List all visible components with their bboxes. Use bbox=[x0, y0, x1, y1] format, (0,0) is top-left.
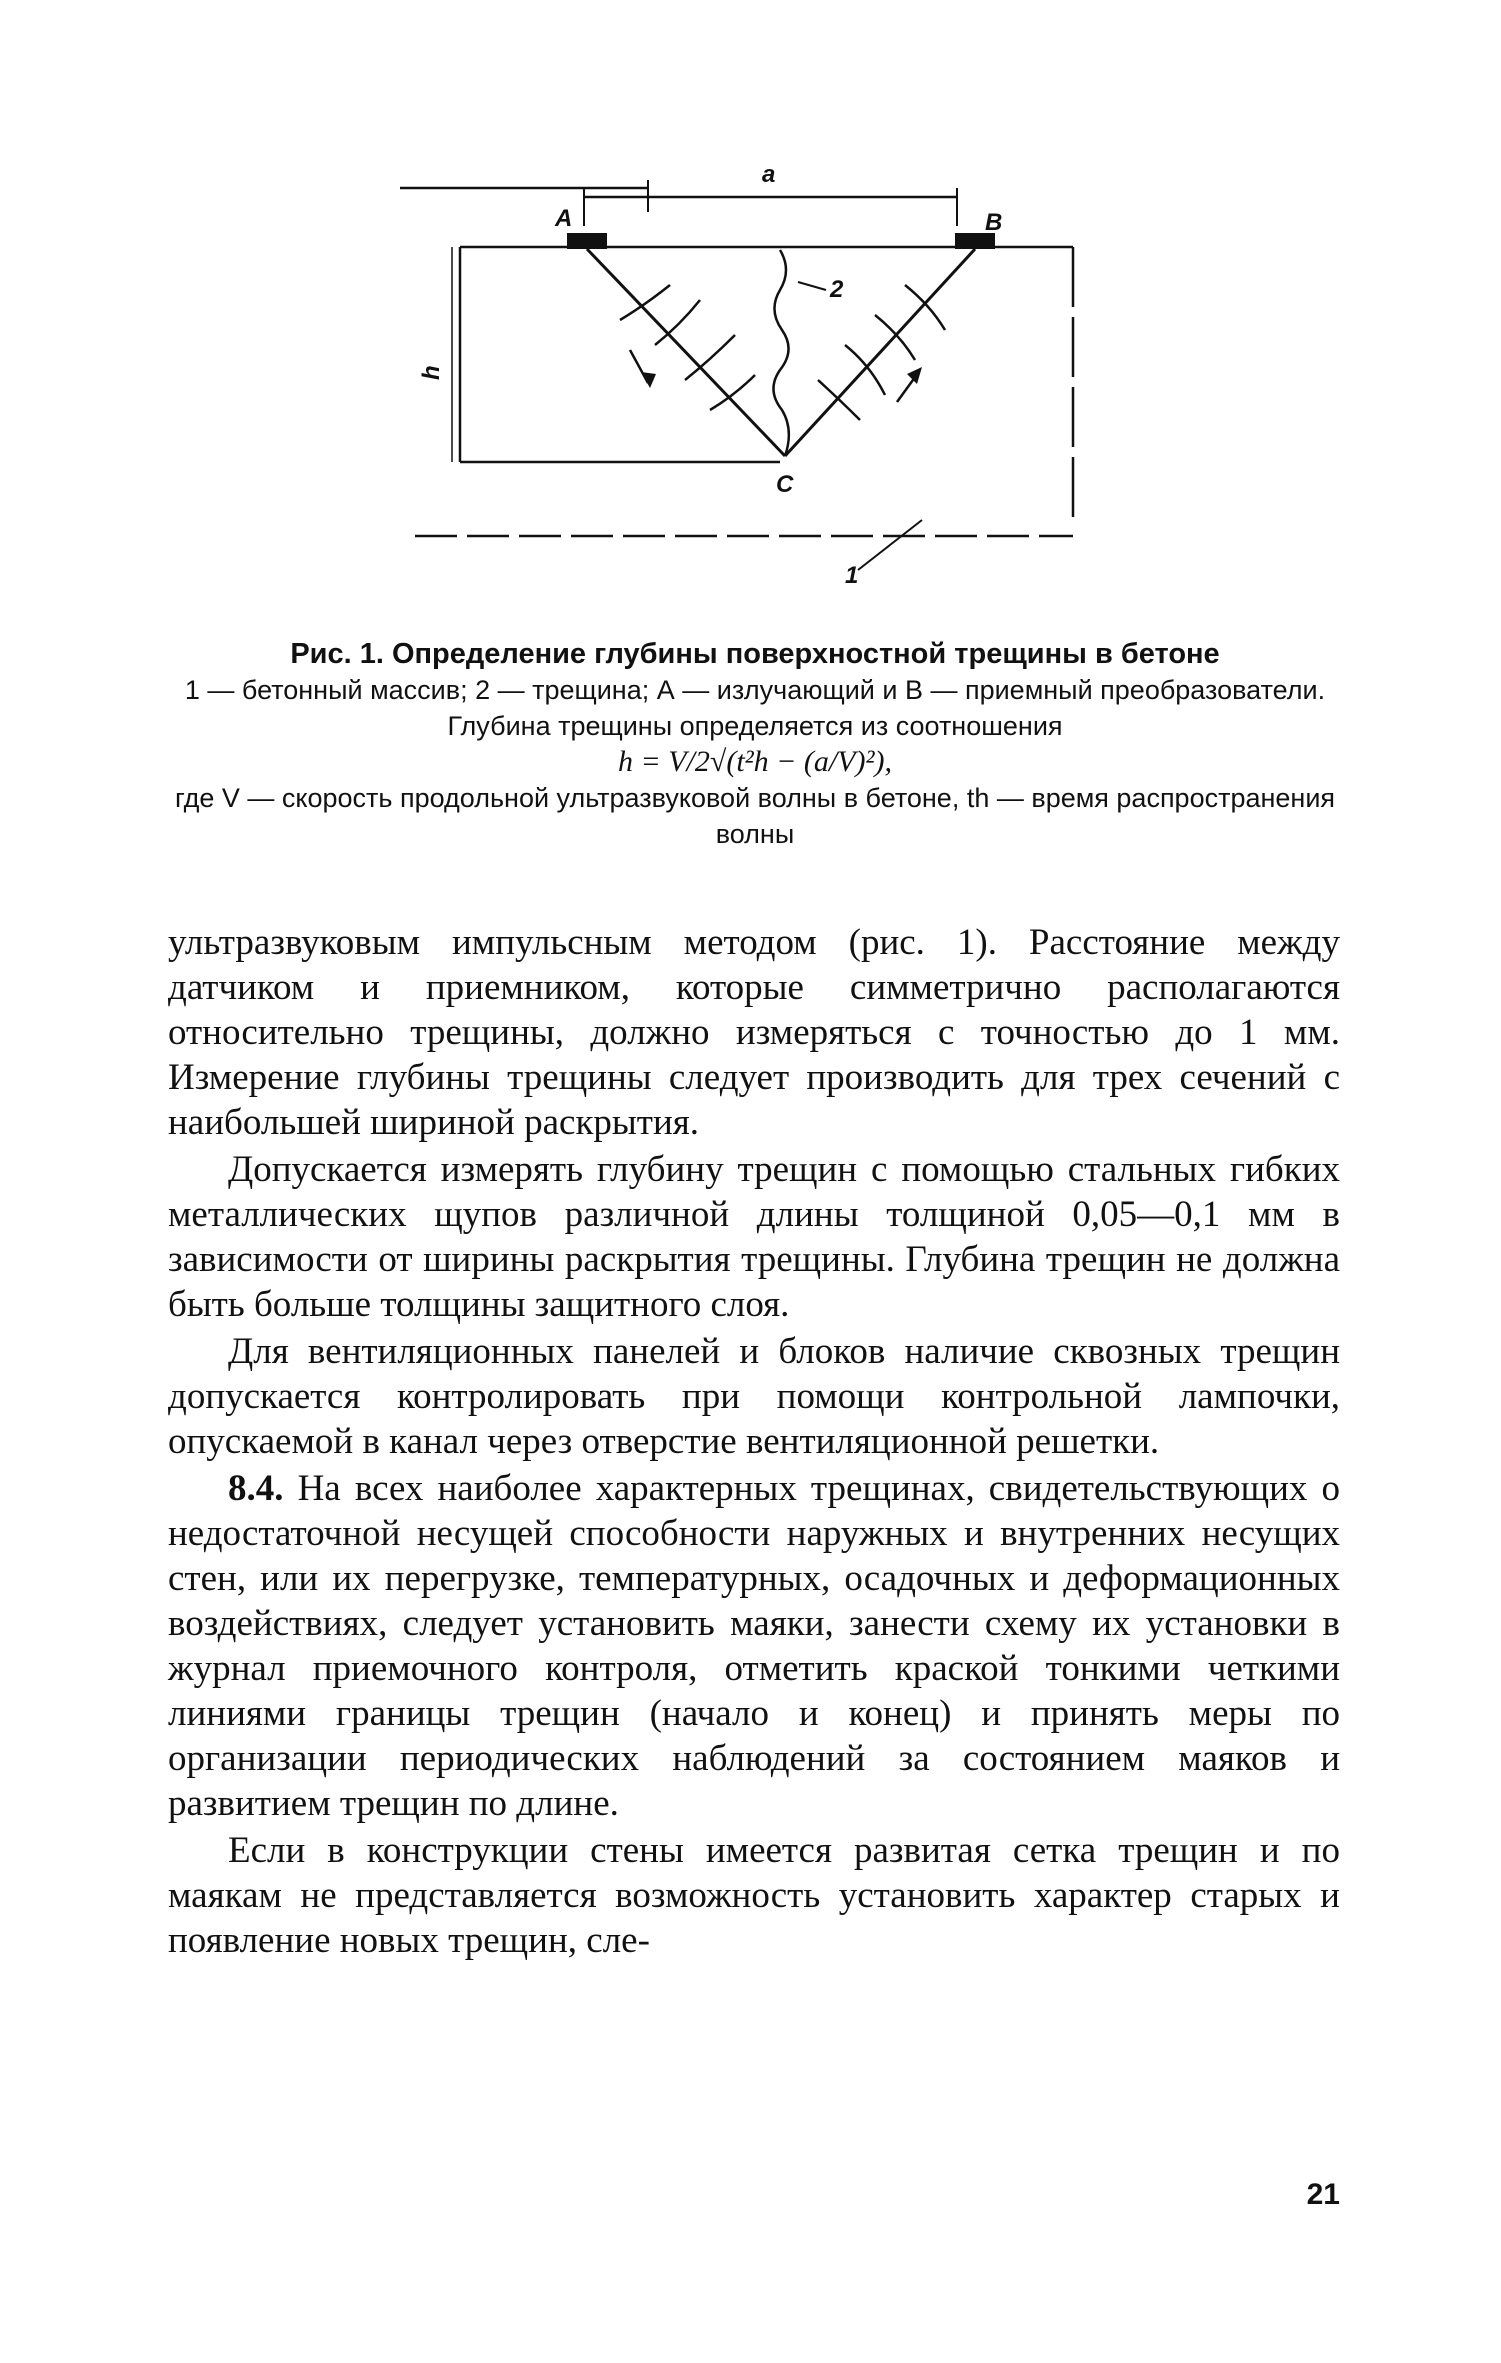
wave-path-A-C bbox=[587, 249, 785, 456]
paragraph-4-text: На всех наиболее характерных трещинах, свидетельствующих о недостаточной несущей способности наружных и внутренних несущих стен, или их перегрузке, температурных, осадочных и деформационных воздействиях, следует установить маяки, занести схему их установки в журнал приемочного контроля, отметить краской тонкими четкими линиями границы трещин (начало и конец) и принять меры по организации периодических наблюдений за состоянием маяков и развитием трещин по длине. bbox=[168, 1468, 1340, 1824]
crack-line bbox=[773, 250, 788, 456]
crack-leader bbox=[798, 282, 826, 290]
paragraph-5: Если в конструкции стены имеется развитая сетка трещин и по маякам не представляется возможность установить характер старых и появление новых трещин, сле- bbox=[168, 1830, 1340, 1961]
massif-leader bbox=[858, 520, 922, 570]
label-a: a bbox=[762, 161, 776, 188]
caption-variables: где V — скорость продольной ультразвуковой волны в бетоне, th — время распространения волны bbox=[174, 783, 1336, 849]
page-number: 21 bbox=[1306, 2178, 1340, 2211]
paragraph-1: ультразвуковым импульсным методом (рис. 1). Расстояние между датчиком и приемником, которые симметрично располагаются относительно трещины, должно измеряться с точностью до 1 мм. Измерение глубины трещины следует производить для трех сечений с наибольшей шириной раскрытия. bbox=[168, 922, 1340, 1143]
paragraph-2: Допускается измерять глубину трещин с помощью стальных гибких металлических щупов различной длины толщиной 0,05—0,1 мм в зависимости от ширины раскрытия трещины. Глубина трещин не должна быть больше толщины защитного слоя. bbox=[168, 1149, 1340, 1325]
paragraph-4 bbox=[168, 1466, 1340, 1826]
figure-drawing bbox=[0, 0, 1501, 600]
caption-formula-intro: Глубина трещины определяется из соотношения bbox=[447, 711, 1063, 741]
label-massif-1: 1 bbox=[845, 562, 859, 589]
caption-title: Рис. 1. Определение глубины поверхностной трещины в бетоне bbox=[290, 638, 1220, 670]
label-B: B bbox=[985, 209, 1003, 236]
wave-path-C-B bbox=[785, 249, 975, 456]
label-h: h bbox=[418, 365, 445, 380]
label-crack-2: 2 bbox=[830, 276, 844, 303]
caption-legend: 1 — бетонный массив; 2 — трещина; А — излучающий и В — приемный преобразователи. bbox=[184, 675, 1326, 705]
figure-caption bbox=[170, 636, 1340, 852]
body-text bbox=[168, 920, 1340, 1965]
section-number: 8.4. bbox=[228, 1468, 284, 1509]
caption-formula: h = V/2√(t²h − (a/V)²), bbox=[617, 745, 893, 778]
paragraph-3: Для вентиляционных панелей и блоков наличие сквозных трещин допускается контролировать при помощи контрольной лампочки, опускаемой в канал через отверстие вентиляционной решетки. bbox=[168, 1331, 1340, 1462]
label-C: C bbox=[776, 471, 794, 498]
transducer-A bbox=[567, 233, 607, 249]
label-A: A bbox=[555, 205, 573, 232]
